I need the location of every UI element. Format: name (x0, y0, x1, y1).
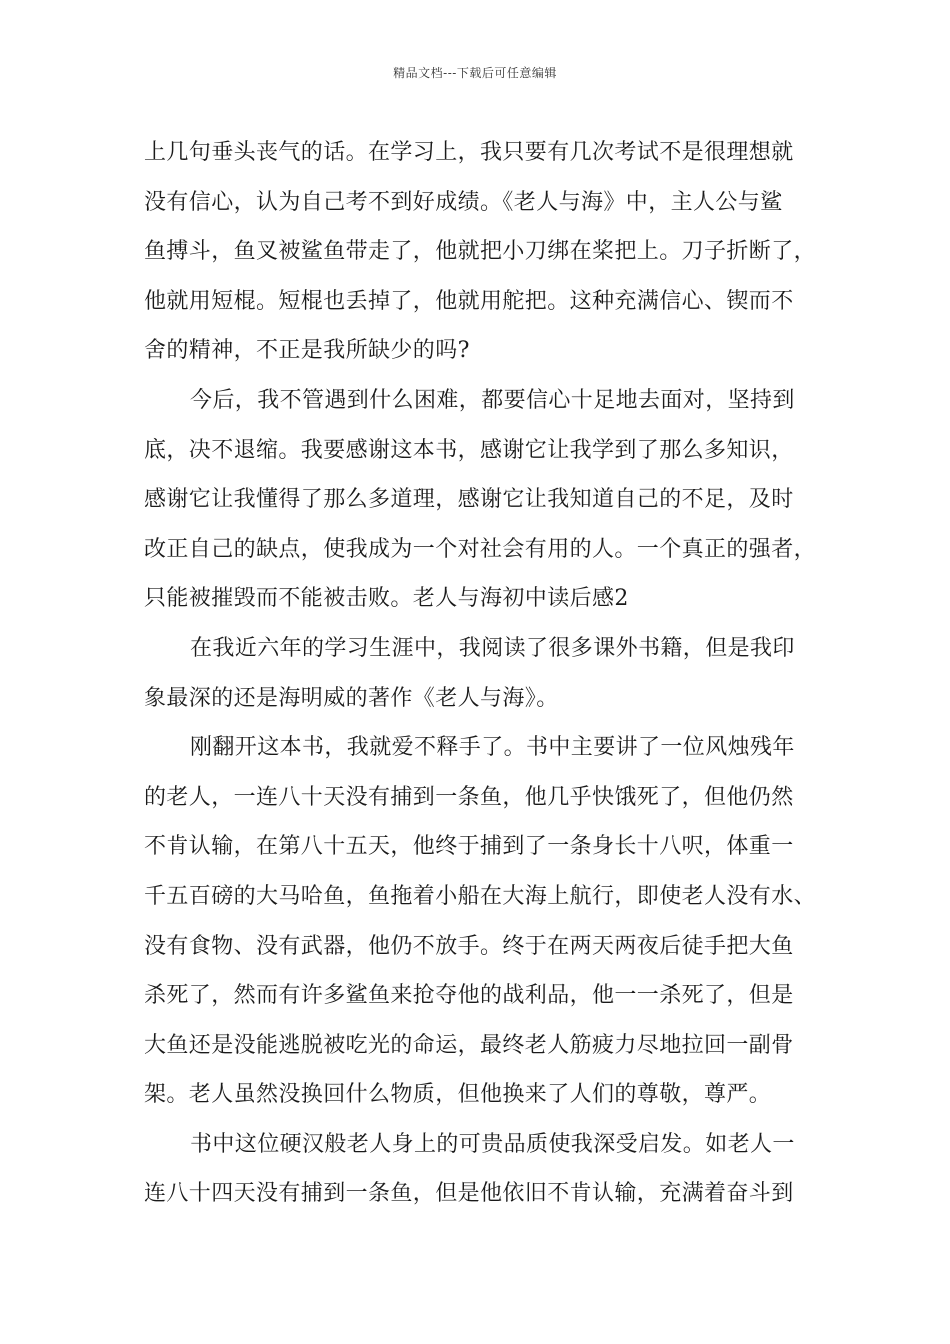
text-line: 没有食物、没有武器，他仍不放手。终于在两天两夜后徒手把大鱼 (144, 933, 794, 959)
text-line: 鱼搏斗，鱼叉被鲨鱼带走了，他就把小刀绑在桨把上。刀子折断了， (144, 239, 817, 265)
text-line: 架。老人虽然没换回什么物质，但他换来了人们的尊敬，尊严。 (144, 1082, 772, 1108)
text-line: 象最深的还是海明威的著作《老人与海》。 (144, 685, 559, 711)
text-line: 不肯认输，在第八十五天，他终于捕到了一条身长十八呎，体重一 (144, 834, 794, 860)
text-line: 没有信心，认为自己考不到好成绩。《老人与海》中，主人公与鲨 (144, 189, 783, 215)
text-line: 千五百磅的大马哈鱼，鱼拖着小船在大海上航行，即使老人没有水、 (144, 883, 817, 909)
paragraph-start-line: 书中这位硬汉般老人身上的可贵品质使我深受启发。如老人一 (190, 1131, 795, 1157)
text-line: 的老人，一连八十天没有捕到一条鱼，他几乎快饿死了，但他仍然 (144, 784, 794, 810)
text-line: 大鱼还是没能逃脱被吃光的命运，最终老人筋疲力尽地拉回一副骨 (144, 1032, 794, 1058)
page-header: 精品文档---下载后可任意编辑 (393, 66, 557, 80)
text-line: 连八十四天没有捕到一条鱼，但是他依旧不肯认输，充满着奋斗到 (144, 1181, 794, 1207)
text-line: 底，决不退缩。我要感谢这本书，感谢它让我学到了那么多知识， (144, 437, 794, 463)
text-line: 他就用短棍。短棍也丢掉了，他就用舵把。这种充满信心、锲而不 (144, 288, 794, 314)
paragraph-start-line: 今后，我不管遇到什么困难，都要信心十足地去面对，坚持到 (190, 387, 795, 413)
text-line: 感谢它让我懂得了那么多道理，感谢它让我知道自己的不足，及时 (144, 487, 794, 513)
paragraph-start-line: 在我近六年的学习生涯中，我阅读了很多课外书籍，但是我印 (190, 635, 795, 661)
text-line: 舍的精神，不正是我所缺少的吗? (144, 338, 470, 364)
paragraph-start-line: 刚翻开这本书，我就爱不释手了。书中主要讲了一位风烛残年 (190, 735, 795, 761)
text-line: 杀死了，然而有许多鲨鱼来抢夺他的战利品，他一一杀死了，但是 (144, 983, 794, 1009)
document-body (144, 128, 834, 1219)
text-line: 改正自己的缺点，使我成为一个对社会有用的人。一个真正的强者， (144, 536, 817, 562)
text-line: 上几句垂头丧气的话。在学习上，我只要有几次考试不是很理想就 (144, 140, 794, 165)
text-line: 只能被摧毁而不能被击败。老人与海初中读后感2 (144, 586, 629, 612)
